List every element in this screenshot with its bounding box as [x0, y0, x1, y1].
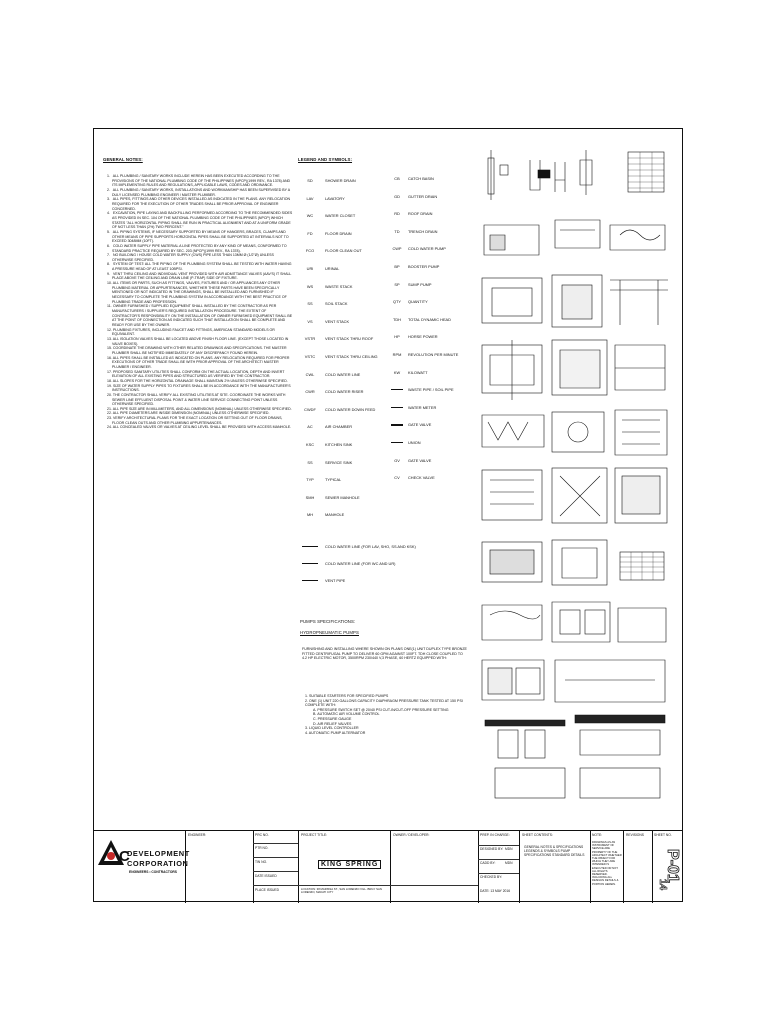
legend-description: CHECK VALVE [408, 475, 435, 481]
general-note-text: THE CONTRACTOR SHALL VERIFY ALL EXISTING UTILITIES AT SITE. COORDINATE THE WORKS WITH SEWER LINE EFFLUENT DISPOSAL POINT & WATER LINE SERVICE CONNECTING POINT UNLESS OTHERWISE SPECIFIED. [112, 392, 286, 407]
tin-label: TIN NO. [255, 860, 268, 864]
general-note-text: ALL CONCEALED VALVES OR VALVES AT CEILING LEVEL SHALL BE PROVIDED WITH ACCESS MANHOLE. [112, 425, 292, 430]
checked-by-label: CHECKED BY: [480, 875, 503, 879]
general-note-text: ALL ISOLATION VALVES SHALL BE LOCATED ABOVE FINISH FLOOR LINE. (EXCEPT THOSE LOCATED IN VALVE BOXES). [112, 336, 289, 346]
general-note-text: COORDINATE THE DRAWING WITH OTHER RELATED DRAWINGS AND SPECIFICATIONS. THE MASTER PLUMBER SHALL BE NOTIFIED IMMEDIATELY OF ANY DISCREPANCY FOUND HEREIN. [112, 346, 287, 355]
designed-by-value: MDN [505, 847, 513, 851]
project-title-label: PROJECT TITLE: [301, 833, 328, 837]
legend-description: VENT STACK THRU ROOF [325, 336, 374, 342]
general-note-text: COLD WATER SUPPLY PIPE MATERIAL A LINE PROTECTED BY ANY KIND OF MEANS, CONFORMED TO STANDARD PRACTICE REQUIRED BY SEC. 203 (NPCP)(1999 REV., RA 1378). [112, 243, 287, 253]
legend-code: BP [394, 264, 400, 269]
legend-code: SS [307, 459, 313, 465]
legend-code: WS [306, 283, 314, 289]
legend-description: SHOWER DRAIN [325, 178, 356, 183]
general-note-item [104, 188, 294, 197]
general-note-number: 12. [107, 327, 112, 332]
legend-description: COLD WATER PUMP [408, 246, 446, 252]
general-note-item [104, 244, 294, 253]
general-note-text: ALL PLUMBING / SANITARY WORKS INCLUDE HEREIN HAS BEEN EXECUTED ACCORDING TO THE PROVISIONS OF THE NATIONAL PLUMBING CODE OF THE PHILIPPINES (NPCP)(1999 REV., RA 1378) AND ITS IMPLEMENTING RULES AND REGULATIONS, APPLICABLE LAWS, CODES AND ORDINANCE. [112, 174, 291, 188]
legend-symbol [391, 424, 403, 425]
general-note-item [104, 211, 294, 230]
date-issued-label: DATE ISSUED [255, 874, 277, 878]
general-note-number: 5. [107, 229, 110, 234]
legend-description: COLD WATER DOWN FEED [325, 406, 376, 412]
sheet-contents: GENERAL NOTES & SPECIFICATIONS LEGENDS & SYMBOLS PUMP SPECIFICATIONS STANDARD DETAILS [524, 845, 585, 857]
general-note-number: 18. [107, 378, 112, 383]
general-note-text: ALL PIPES SHALL BE INSTALLED AS INDICATED ON PLANS. ANY RELOCATION REQUIRED FOR PROPER EXECUTIONS OF OTHER TRADE SHALL BE WITH PRIOR APPROVAL OF THE ARCHITECT/ MASTER PLUMBER / ENGINEER. [112, 355, 290, 369]
legend-code: HP [394, 334, 400, 340]
legend-description: AIR CHAMBER [325, 424, 353, 430]
company-name-line2: CORPORATION [127, 859, 189, 868]
legend-code: SD [307, 178, 313, 183]
legend-description: ROOF DRAIN [408, 211, 433, 217]
legend-code: KW [393, 369, 401, 375]
general-note-text: NO BUILDING / HOUSE COLD WATER SUPPLY (CWS) PIPE LESS THAN 13MM Ø (1/2"Ø) UNLESS OTHERWISE SPECIFIED. [112, 253, 274, 262]
legend-code: RD [394, 211, 400, 217]
pump-spec-item: D. AIR RELIEF VALVES [313, 721, 352, 726]
legend-code: MH [306, 512, 314, 518]
note-label: NOTE: [592, 833, 603, 837]
general-note-number: 22. [107, 411, 112, 416]
general-note-item [104, 370, 294, 379]
legend-description: CATCH BASIN [408, 176, 434, 181]
general-note-text: SYSTEM OF TEST: ALL THE PIPING OF THE PLUMBING SYSTEM SHALL BE TESTED WITH WATER HAVING A PRESSURE HEAD OF AT LEAST 10BPSI. [112, 262, 292, 272]
legend-description: WATER CLOSET [325, 213, 356, 219]
legend-description: WASTE STACK [325, 283, 353, 289]
general-note-item [104, 356, 294, 370]
legend-heading: LEGEND AND SYMBOLS: [298, 157, 353, 162]
general-note-text: ALL PIPES, FITTINGS AND OTHER DEVICES INSTALLED AS INDICATED IN THE PLANS. ANY RELOCATION REQUIRED FOR THE EXECUTION OF OTHER TRADES SHALL BE PRIOR APPROVAL OF ENGINEER CONCERNED. [112, 197, 291, 211]
general-note-number: 1. [107, 174, 110, 178]
legend-code: RPM [392, 352, 402, 357]
legend-code: SS [307, 301, 313, 307]
general-note-item [104, 346, 294, 355]
project-name: KING SPRING [318, 860, 381, 869]
general-note-item [104, 416, 294, 425]
legend-description: TYPICAL [325, 477, 342, 483]
legend-code: URI [306, 266, 314, 271]
pump-specs-heading: PUMPS SPECIFICATIONS: [300, 619, 356, 624]
place-issued-label: PLACE ISSUED [255, 888, 280, 892]
general-note-text: VENT THRU CEILING AND INDIVIDUAL VENT PROVIDED WITH AIR ADMITTANCE VALVES (AAV'S) IT SHALL PLACE ABOVE THE CEILING AND DRAIN LINE (P-TRAP) SIDE OF FIXTURE. [112, 271, 292, 281]
general-note-item [104, 262, 294, 271]
pump-spec-item: A. PRESSURE SWITCH SET @ 20/40 PSI CUT-IN/CUT-OFF PRESSURE SETTING [313, 707, 449, 712]
legend-description: GUTTER DRAIN [408, 193, 438, 199]
pump-spec-item: 2. ONE (1) UNIT 220 GALLONS CAPACITY DIAPHRAGM PRESSURE TANK TESTED AT 150 PSI COMPLETE WITH: [305, 698, 463, 708]
general-note-item [104, 197, 294, 211]
general-note-text: PROPOSED SANITARY UTILITIES SHALL CONFORM ON THE ACTUAL LOCATION, DEPTH AND INVERT ELEVATION OF ALL EXISTING PIPES AND STRUCTURED AS VERIFIED BY THE CONTRACTOR. [112, 369, 285, 379]
legend-code: VSTR [304, 336, 316, 342]
cadd-by-value: MDN [505, 861, 513, 865]
prc-label: PRC NO. [255, 833, 269, 837]
legend-code: SP [394, 281, 400, 287]
general-note-text: ALL ITEMS OR PARTS, SUCH AS FITTINGS, VALVES, FIXTURES AND / OR APPLIANCES ANY OTHER PLUMBING MATERIAL OR APPURTENANCES, WHETHER THESE PARTS HAVE BEEN SPECIFICALLY MENTIONED OR NOT INDICATED IN THE DRAWINGS, SHALL BE INSTALLED AND FURNISHED IF NECESSARY TO COMPLETE THE PLUMBING SYSTEM IN ACCORDANCE WITH THE BEST PRACTICE OF PLUMBING TRADE AND PROFESSION. [112, 281, 287, 304]
legend-description: URINAL [325, 266, 340, 271]
ptr-label: PTR NO. [255, 846, 269, 850]
legend-description: HORSE POWER [408, 334, 438, 340]
legend-line-description: COLD WATER LINE (FOR WC AND UR) [325, 561, 396, 566]
general-note-number: 24. [107, 425, 112, 430]
legend-description: SEWER MANHOLE [325, 494, 360, 500]
legend-code: SMH [305, 494, 315, 500]
legend-description: BOOSTER PUMP [408, 264, 440, 269]
sheet-number: P-01 [664, 849, 681, 883]
legend-description: LAVATORY [325, 195, 345, 201]
legend-description: COLD WATER RISER [325, 389, 364, 395]
legend-symbol [391, 407, 403, 408]
sheet-total: 14 [657, 878, 669, 891]
general-note-number: 6. [107, 243, 110, 248]
title-block [93, 830, 683, 903]
legend-description: TRENCH DRAIN [408, 228, 438, 234]
general-note-item [104, 174, 294, 188]
cadd-by-label: CADD BY: [480, 861, 496, 865]
general-note-number: 23. [107, 416, 112, 421]
owner-label: OWNER / DEVELOPER: [393, 833, 430, 837]
legend-description: COLD WATER LINE [325, 371, 361, 377]
general-note-number: 3. [107, 197, 110, 202]
standard-details-drawings [470, 140, 680, 815]
general-note-item [104, 384, 294, 393]
legend-code: GV [394, 457, 400, 463]
general-note-number: 9. [107, 271, 110, 276]
general-note-number: 11. [107, 304, 112, 309]
legend-code: AC [307, 424, 313, 430]
legend-description: VENT STACK THRU CEILING [325, 354, 378, 359]
general-note-item [104, 281, 294, 304]
general-note-number: 15. [107, 346, 112, 351]
general-note-number: 13. [107, 336, 112, 341]
legend-description: TOTAL DYNAMIC HEAD [408, 316, 451, 322]
project-location: LOCATION: 38 MARISSA ST., SAN LORENZO VILL. BRGY SAN LORENZO, MAKATI CITY [301, 887, 382, 895]
legend-description: FLOOR CLEAN OUT [325, 248, 362, 254]
general-note-text: ALL PIPE SIZE ARE IN MILLIMETERS, AND ALL DIMENSIONS (NOMINAL) UNLESS OTHERWISE SPECIFIED. [112, 406, 292, 411]
legend-description: UNION [408, 440, 421, 445]
legend-code: TYP [306, 477, 314, 483]
general-note-number: 7. [107, 253, 110, 258]
general-note-text: PLUMBING FIXTURES, INCLUDING FAUCET AND FITTINGS, AMERICAN STANDARD MODELS OR EQUIVALENT. [112, 327, 275, 337]
general-note-item [104, 337, 294, 346]
note-text: DRAWINGS AS AN INSTRUMENT OF SERVICE ARE PROPERTY OF THE ARCHITECT WHETHER THE OBJECT FOR WHICH THEY ARE INTENDED IS EXECUTED OR NOT. ALL RIGHTS RESERVED. INCLUDING ALL DESIGNS DETAILS & PORTION HEREIN. [592, 841, 622, 886]
engineer-label: ENGINEER: [188, 833, 207, 837]
general-note-text: OWNER FURNISHED / SUPPLIED EQUIPMENT SHALL INSTALLED BY THE CONTRACTOR AS PER MANUFACTURERS / SUPPLIER'S REQUIRED INSTALLATION PROCEDURE. THE EXTENT OF CONTRACTOR'S RESPONSIBILITY ON THE INSTALLATION OF OWNER FURNISHED EQUIPMENT SHALL BE AT THE POINT OF CONNECTION AS INDICATED SUCH THAT INSTALLATION SHALL BE COMPLETE AND READY FOR USE BY THE OWNER. [112, 304, 293, 327]
general-note-number: 8. [107, 262, 110, 267]
general-note-number: 10. [107, 281, 112, 286]
legend-code: LAV [306, 195, 314, 201]
general-note-text: ALL SLOPES FOR THE HORIZONTAL DRAINAGE SHALL MAINTAIN 2% UNLESS OTHERWISE SPECIFIED. [112, 378, 288, 383]
general-note-item [104, 253, 294, 262]
legend-symbol [391, 389, 403, 390]
general-note-text: ALL PIPE DIAMETERS ARE INSIDE DIMENSION (NOMINAL) UNLESS OTHERWISE SPECIFIED. [112, 411, 270, 416]
pump-specs-subheading: HYDROPNEUMATIC PUMPS [300, 630, 359, 635]
general-note-item [104, 328, 294, 337]
sheet-contents-label: SHEET CONTENTS: [522, 833, 553, 837]
legend-code: KSC [306, 442, 314, 447]
legend-description: MANHOLE [325, 512, 345, 518]
legend-line-sample [302, 580, 318, 581]
general-note-item [104, 393, 294, 407]
pump-spec-item: 4. AUTOMATIC PUMP ALTERNATOR [305, 730, 366, 735]
legend-description: FLOOR DRAIN [325, 230, 352, 236]
general-note-text: ALL PIPING SYSTEMS, IF NECESSARY SUPPORTED BY MEANS OF HANGERS, BRACES, CLAMPS AND OTHER MEANS OF PIPE SUPPORTS HORIZONTAL PIPES SHALL BE SUPPORTED AT INTERVALS NOT TO EXCEED 3048MM (10FT). [112, 229, 289, 244]
legend-description: SERVICE SINK [325, 459, 353, 465]
sheet-number-box [653, 845, 683, 901]
legend-code: QTY [393, 299, 401, 305]
legend-description: WATER METER [408, 404, 437, 410]
general-note-item [104, 272, 294, 281]
company-logo-icon [97, 839, 130, 867]
general-note-number: 20. [107, 392, 112, 397]
revisions-label: REVISIONS [626, 833, 644, 837]
general-note-number: 16. [107, 355, 112, 360]
legend-description: KITCHEN SINK [325, 442, 353, 447]
designed-by-label: DESIGNED BY: [480, 847, 504, 851]
legend-line-sample [302, 546, 318, 547]
general-note-number: 4. [107, 211, 110, 216]
legend-line-description: VENT PIPE [325, 578, 346, 583]
legend-symbol [391, 442, 403, 443]
general-note-text: ALL PLUMBING / SANITARY WORKS, INSTALLATIONS AND WORKMANSHIP HAS BEEN SUPERVISED BY A DULY LICENSED PLUMBING ENGINEER / MASTER PLUMBER. [112, 187, 290, 197]
legend-description: REVOLUTION PER MINUTE [408, 352, 459, 357]
company-tagline: ENGINEERS • CONTRACTORS [129, 870, 177, 874]
general-note-number: 17. [107, 369, 112, 374]
legend-description: GATE VALVE [408, 422, 432, 428]
general-note-number: 2. [107, 187, 110, 192]
legend-line-description: COLD WATER LINE (FOR LAV, SHO, SS AND KSK) [325, 544, 416, 549]
legend-code: VSTC [304, 354, 316, 359]
general-note-item [104, 230, 294, 244]
legend-description: VENT STACK [325, 318, 350, 324]
legend-code: CWP [392, 246, 402, 252]
legend-code: CV [394, 475, 400, 481]
svg-text:C: C [119, 848, 130, 865]
prepared-label: PREP. IN CHARGE: [480, 833, 510, 837]
legend-code: CWDF [304, 406, 316, 412]
legend-description: SOIL STACK [325, 301, 348, 307]
general-note-text: SIZE OF WATER SUPPLY PIPES TO FIXTURES SHALL BE IN ACCORDANCE WITH THE MANUFACTURER'S INSTRUCTIONS. [112, 383, 291, 393]
legend-code: FD [307, 230, 313, 236]
legend-code: WC [306, 213, 314, 219]
pump-spec-item: B. AUTOMATIC AIR VOLUME CONTROL [313, 712, 380, 717]
legend-description: GATE VALVE [408, 457, 432, 463]
pump-spec-item: 1. SUITABLE STARTERS FOR SPECIFIED PUMPS [305, 694, 389, 698]
general-note-text: VERIFY ARCHITECTURAL PLANS FOR THE EXACT LOCATION OR SETTING OUT OF FLOOR DRAINS, FLOOR CLEAN OUTS AND OTHER PLUMBING APPURTENANCES. [112, 416, 283, 425]
general-note-item [104, 425, 294, 430]
date-label: DATE: 13 MAY 2016 [480, 889, 511, 893]
pump-specs-list [305, 694, 470, 735]
pump-spec-item: 3. LIQUID LEVEL CONTROLLER [305, 726, 359, 731]
legend-code: FCO [305, 248, 315, 254]
general-notes-list [104, 174, 294, 430]
general-note-number: 19. [107, 383, 112, 388]
legend-code: CWR [305, 389, 315, 395]
legend-line-sample [302, 563, 318, 564]
general-notes-heading: GENERAL NOTES: [103, 157, 143, 162]
general-note-number: 21. [107, 406, 112, 411]
general-note-text: EXCAVATION, PIPE LAYING AND BACKFILLING PERFORMED ACCORDING TO THE RECOMMENDED SIDES AS PROVIDED IN SEC. 104 OF THE NATIONAL PLUMBING CODE OF THE PHILIPPINES (NPCP) WHICH STATES "ALL HORIZONTAL PIPING SHALL BE RUN IN PRACTICAL ALIGNMENT AND AT A UNIFORM GRADE OF NOT LESS THAN (2%) TWO PERCENT." [112, 211, 293, 230]
company-name-line1: DEVELOPMENT [127, 849, 190, 858]
pump-spec-item: C. PRESSURE GAUGE [313, 716, 352, 721]
legend-code: GD [394, 193, 400, 199]
pump-specs-intro: FURNISHING AND INSTALLING WHERE SHOWN ON PLANS ONE(1) UNIT DUPLEX TYPE BRONZE FITTED CENTRIFUGAL PUMP TO DELIVER 60 GPM AGAINST 100FT. TDH CLOSE COUPLED TO 4.2 HP ELECTRIC MOTOR, 3500RPM 230/440 V,3 PHASE, 60 HERTZ EQUIPPED WITH: [302, 647, 467, 661]
legend-code: TD [394, 228, 400, 234]
general-note-item [104, 304, 294, 327]
legend-description: WASTE PIPE / SOIL PIPE [408, 387, 454, 393]
sheet-no-label: SHEET NO. [654, 833, 672, 837]
legend-description: KILOWATT [408, 369, 428, 375]
legend-description: SUMP PUMP [408, 281, 432, 287]
legend-code: CWL [305, 371, 315, 377]
legend-code: CB [394, 176, 400, 181]
legend-description: QUANTITY [408, 299, 428, 305]
legend-code: VS [307, 318, 313, 324]
legend-code: TDH [393, 316, 401, 322]
